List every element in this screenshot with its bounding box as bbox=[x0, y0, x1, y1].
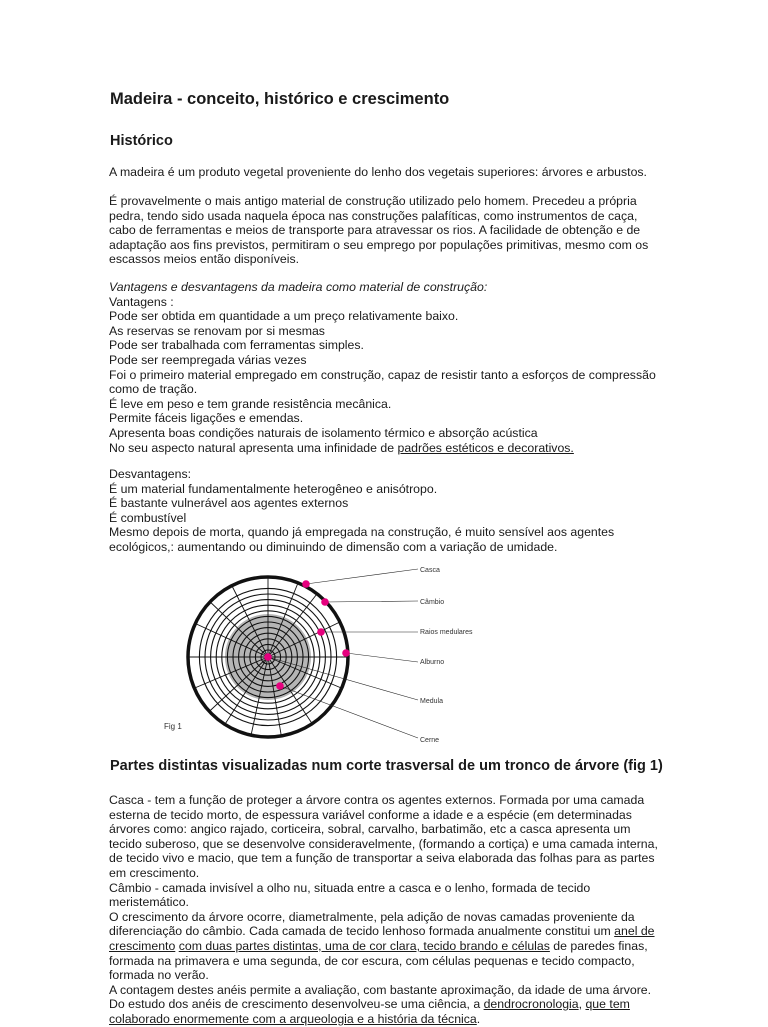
history-line: É provavelmente o mais antigo material de construção utilizado pelo homem. Precedeu a própria bbox=[109, 194, 637, 208]
history-line: cabo de ferramentas e meios de transporte para atravessar os rios. A facilidade de obtenção e de bbox=[109, 223, 641, 238]
link-padroes-esteticos[interactable]: padrões estéticos e decorativos. bbox=[397, 440, 574, 455]
advantage-item: Pode ser obtida em quantidade a um preço relativamente baixo. bbox=[109, 309, 459, 324]
growth-line: A contagem destes anéis permite a avaliação, com bastante aproximação, da idade de uma árvore. bbox=[109, 982, 652, 997]
partes-line: em crescimento. bbox=[109, 865, 200, 880]
tree-cross-section-figure bbox=[150, 560, 480, 750]
label-cerne: Cerne bbox=[420, 737, 440, 744]
advantages-label: Vantagens : bbox=[109, 294, 174, 309]
partes-line-with-link bbox=[109, 924, 699, 939]
advantage-item: Apresenta boas condições naturais de isolamento térmico e absorção acústica bbox=[109, 425, 538, 440]
growth-line: formada no verão. bbox=[109, 968, 209, 983]
dendro-sep: , bbox=[578, 997, 586, 1012]
advantage-item: Pode ser reempregada várias vezes bbox=[109, 352, 307, 367]
partes-line: Câmbio - camada invisível a olho nu, situada entre a casca e o lenho, formada de tecido bbox=[109, 880, 591, 895]
partes-line: esterna de tecido morto, de espessura variável conforme a idade e a espécie (em determinadas bbox=[109, 807, 632, 822]
partes-line: O crescimento da árvore ocorre, diametralmente, pela adição de novas camadas proveniente da bbox=[109, 909, 635, 924]
section-heading-historico: Histórico bbox=[110, 133, 173, 149]
link-dendrocronologia[interactable]: dendrocronologia bbox=[483, 997, 579, 1012]
growth-line: formada na primavera e uma segunda, de cor escura, com células pequenas e tecido compacto, bbox=[109, 953, 635, 968]
marker-casca bbox=[302, 580, 310, 588]
history-line: escassos meios então disponíveis. bbox=[109, 252, 300, 267]
disadvantage-item: É combustível bbox=[109, 510, 187, 525]
partes-line: Casca - tem a função de proteger a árvore contra os agentes externos. Formada por uma camada bbox=[109, 793, 645, 807]
disadvantage-item: Mesmo depois de morta, quando já empregada na construção, é muito sensível aos agentes bbox=[109, 525, 615, 540]
marker-alburno bbox=[342, 649, 350, 657]
advantages-heading: Vantagens e desvantagens da madeira como material de construção: bbox=[109, 280, 488, 294]
advantage-item: É leve em peso e tem grande resistência mecânica. bbox=[109, 396, 392, 411]
history-line: pedra, tendo sido usada naquela época nas construções palafíticas, como instrumentos de caça, bbox=[109, 208, 638, 223]
label-casca: Casca bbox=[420, 567, 440, 574]
marker-cambio bbox=[321, 598, 329, 606]
intro-text: A madeira é um produto vegetal proveniente do lenho dos vegetais superiores: árvores e arbustos. bbox=[109, 165, 647, 179]
label-cambio: Câmbio bbox=[420, 599, 445, 606]
marker-raios bbox=[317, 628, 325, 636]
advantage-last-text: No seu aspecto natural apresenta uma infinidade de bbox=[109, 440, 398, 455]
advantage-item: Pode ser trabalhada com ferramentas simples. bbox=[109, 338, 364, 353]
advantages-section bbox=[109, 280, 699, 455]
page-title: Madeira - conceito, histórico e crescimento bbox=[110, 90, 450, 108]
disadvantage-item: É um material fundamentalmente heterogêneo e anisótropo. bbox=[109, 481, 438, 496]
link-que-tem[interactable]: que tem bbox=[585, 997, 630, 1012]
partes-line: meristemático. bbox=[109, 895, 189, 910]
final-dot: . bbox=[476, 1011, 481, 1026]
disadvantage-item: É bastante vulnerável aos agentes externos bbox=[109, 496, 349, 511]
label-medula: Medula bbox=[420, 698, 443, 705]
link-crescimento[interactable]: crescimento bbox=[109, 938, 176, 953]
history-line: adaptação aos fins previstos, permitiram o seu emprego por populações primitivas, mesmo com os bbox=[109, 237, 649, 252]
link-arqueologia[interactable]: colaborado enormemente com a arqueologia e a história da técnica bbox=[109, 1011, 477, 1026]
partes-paragraph bbox=[109, 793, 699, 1027]
advantage-item: como de tração. bbox=[109, 382, 198, 397]
dendro-text: Do estudo dos anéis de crescimento desenvolveu-se uma ciência, a bbox=[109, 997, 484, 1012]
history-paragraph bbox=[109, 194, 699, 267]
advantage-item: Foi o primeiro material empregado em construção, capaz de resistir tanto a esforços de compressão bbox=[109, 367, 656, 382]
partes-line-text: diferenciação do câmbio. Cada camada de tecido lenhoso formada anualmente constitui um bbox=[109, 924, 615, 939]
link-anel[interactable]: anel de bbox=[614, 924, 655, 939]
intro-paragraph bbox=[109, 165, 699, 180]
disadvantages-section bbox=[109, 467, 699, 555]
advantage-item: Permite fáceis ligações e emendas. bbox=[109, 411, 304, 426]
dendro-line bbox=[109, 997, 699, 1012]
figure-caption: Fig 1 bbox=[164, 722, 182, 731]
label-alburno: Alburno bbox=[420, 659, 445, 666]
partes-line: tecido suberoso, que se desenvolve consideravelmente, (formando a cortiça) e uma camada interna, bbox=[109, 836, 658, 851]
advantage-item-last bbox=[109, 441, 699, 456]
partes-line-tail: de paredes finas, bbox=[549, 938, 648, 953]
marker-medula bbox=[264, 653, 272, 661]
partes-line: de tecido vivo e macio, que tem a função de transportar a seiva elaborada das folhas para as partes bbox=[109, 851, 655, 866]
link-duas-partes[interactable]: com duas partes distintas, uma de cor clara, tecido brando e células bbox=[178, 938, 550, 953]
disadvantage-item: ecológicos,: aumentando ou diminuindo de dimensão com a variação de umidade. bbox=[109, 539, 558, 554]
final-line bbox=[109, 1012, 699, 1027]
advantage-item: As reservas se renovam por si mesmas bbox=[109, 323, 325, 338]
disadvantages-label: Desvantagens: bbox=[109, 467, 192, 481]
label-raios-medulares: Raios medulares bbox=[420, 629, 473, 636]
partes-line: árvores como: angico rajado, corticeira, sobral, carvalho, barbatimão, etc a casca apresenta um bbox=[109, 822, 631, 837]
marker-cerne bbox=[276, 682, 284, 690]
partes-line-with-links bbox=[109, 939, 699, 954]
section-heading-partes: Partes distintas visualizadas num corte trasversal de um tronco de árvore (fig 1) bbox=[110, 758, 663, 774]
